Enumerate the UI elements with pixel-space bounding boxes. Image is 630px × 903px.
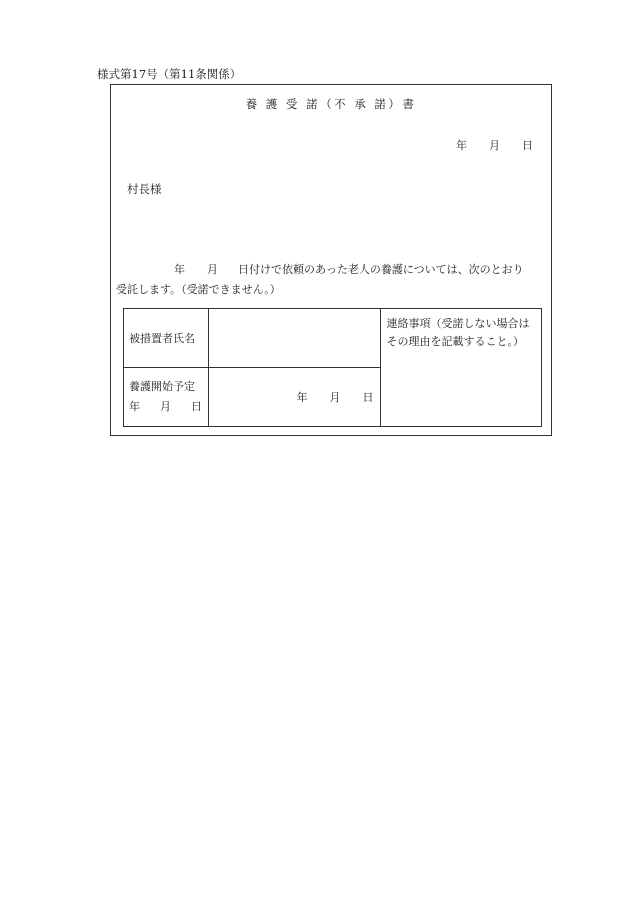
start-label-day: 日 — [191, 400, 202, 413]
body-line-1 — [116, 260, 546, 280]
addressee: 村長様 — [127, 182, 162, 196]
start-date-field[interactable] — [209, 368, 380, 427]
body-line-2: 受託します。（受諾できません。） — [116, 283, 281, 296]
body-month: 月 — [207, 263, 218, 276]
body-paragraph — [116, 260, 546, 300]
start-date-label-units — [129, 397, 208, 417]
issue-date-day: 日 — [522, 139, 533, 152]
start-date-label-text: 養護開始予定 — [129, 380, 195, 393]
body-line-1-text: 日付けで依頼のあった老人の養護については、次のとおり — [238, 263, 524, 276]
name-field[interactable] — [209, 309, 380, 368]
details-table — [123, 308, 542, 427]
issue-date-month: 月 — [489, 139, 500, 152]
notes-label: 連絡事項（受諾しない場合はその理由を記載すること。） — [386, 317, 530, 348]
start-value-day: 日 — [362, 391, 374, 404]
form-frame — [110, 84, 552, 436]
body-year: 年 — [174, 263, 185, 276]
start-label-year: 年 — [129, 400, 140, 413]
start-label-month: 月 — [160, 400, 171, 413]
issue-date — [456, 137, 533, 153]
name-label: 被措置者氏名 — [124, 309, 209, 368]
start-date-label — [124, 368, 209, 427]
notes-cell[interactable] — [380, 309, 541, 427]
issue-date-year: 年 — [456, 139, 467, 152]
start-value-year: 年 — [296, 391, 308, 404]
form-number: 様式第17号（第11条関係） — [97, 67, 242, 81]
start-value-month: 月 — [329, 391, 341, 404]
document-title: 養 護 受 諾（不 承 諾）書 — [245, 97, 417, 111]
